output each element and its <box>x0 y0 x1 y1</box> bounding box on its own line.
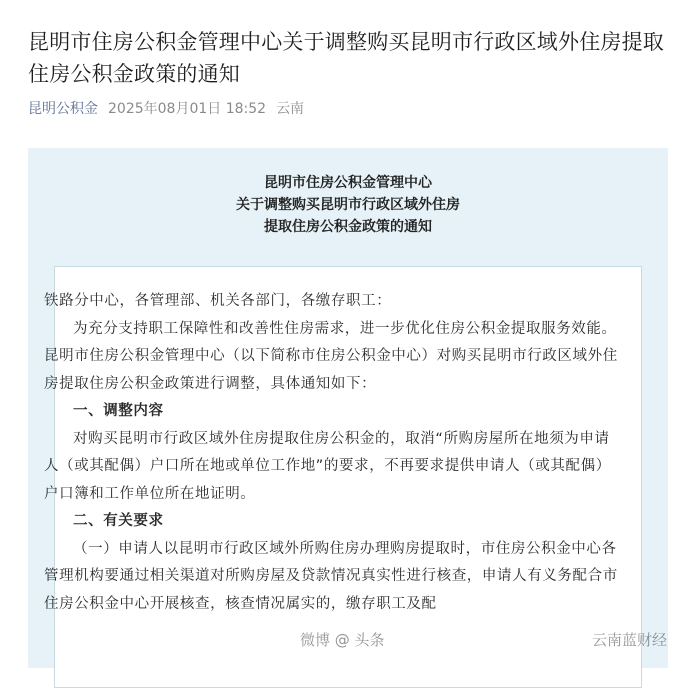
intro-paragraph: 为充分支持职工保障性和改善性住房需求，进一步优化住房公积金提取服务效能。昆明市住房公积金管理中心（以下简称市住房公积金中心）对购买昆明市行政区域外住房提取住房公积金政策进行调整，具体通知如下： <box>44 320 618 392</box>
watermark-left: 微博 @ 头条 <box>300 631 385 649</box>
salutation: 铁路分中心，各管理部、机关各部门，各缴存职工： <box>44 293 392 309</box>
section2-title: 二、有关要求 <box>73 513 164 529</box>
notice-body <box>44 288 624 618</box>
section2-body: （一）申请人以昆明市行政区域外所购住房办理购房提取时，市住房公积金中心各管理机构要通过相关渠道对所购房屋及贷款情况真实性进行核查，申请人有义务配合市住房公积金中心开展核查，核查情况属实的，缴存职工及配 <box>44 540 618 612</box>
notice-header-line3: 提取住房公积金政策的通知 <box>264 219 432 235</box>
notice-header-line2: 关于调整购买昆明市行政区域外住房 <box>236 197 460 213</box>
section1-title: 一、调整内容 <box>73 403 164 419</box>
notice-header <box>28 172 668 238</box>
watermark-right: 云南蓝财经 <box>592 631 668 649</box>
section1-body: 对购买昆明市行政区域外住房提取住房公积金的，取消“所购房屋所在地须为申请人（或其配偶）户口所在地或单位工作地”的要求，不再要求提供申请人（或其配偶）户口簿和工作单位所在地证明。 <box>44 430 611 502</box>
article-meta <box>28 98 304 118</box>
article-datetime: 2025年08月01日 18:52 <box>108 101 267 117</box>
article-location: 云南 <box>276 101 305 117</box>
article-title: 昆明市住房公积金管理中心关于调整购买昆明市行政区域外住房提取住房公积金政策的通知 <box>28 30 664 86</box>
article-source[interactable]: 昆明公积金 <box>28 101 98 117</box>
notice-header-line1: 昆明市住房公积金管理中心 <box>264 175 432 191</box>
